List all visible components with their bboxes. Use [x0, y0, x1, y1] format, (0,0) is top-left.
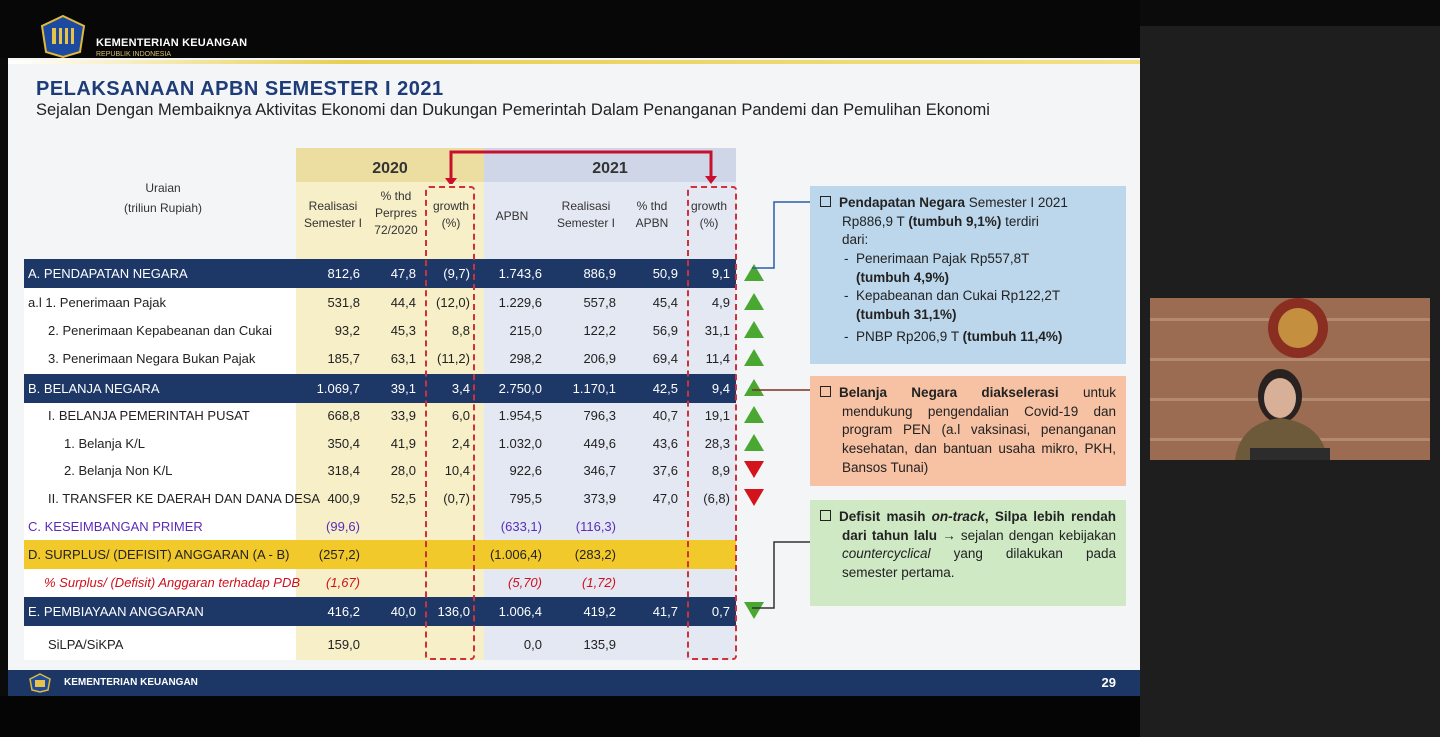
org-sub: REPUBLIK INDONESIA [96, 51, 172, 58]
kemenkeu-logo-icon [38, 14, 88, 58]
cell-g2021-row-1: 4,9 [711, 295, 730, 310]
presentation-slide [8, 58, 1140, 670]
cell-g2020-row-5: 6,0 [451, 408, 470, 423]
cell-r2020-row-13: 159,0 [327, 637, 360, 652]
defisit-rest2: yang dilakukan pada semester pertama. [842, 546, 1116, 580]
cell-g2020-row-12: 136,0 [437, 604, 470, 619]
cell-r2021-row-3: 206,9 [583, 351, 616, 366]
cell-p2021-row-7: 37,6 [652, 463, 678, 478]
pendapatan-lead: Pendapatan Negara [839, 195, 966, 210]
footer-org: KEMENTERIAN KEUANGAN [64, 677, 198, 688]
cell-r2021-row-5: 796,3 [583, 408, 616, 423]
cell-r2020-row-6: 350,4 [327, 436, 360, 451]
col-growth-2020: growth (%) [432, 199, 470, 230]
cell-apbn-row-3: 298,2 [509, 351, 542, 366]
row-c-label: C. KESEIMBANGAN PRIMER [28, 519, 203, 534]
box-connector-lines [736, 198, 816, 618]
cell-r2021-row-2: 122,2 [583, 323, 616, 338]
row-pdb-label: % Surplus/ (Defisit) Anggaran terhadap PDB [44, 575, 301, 590]
cell-p2020-row-0: 47,8 [390, 266, 416, 281]
cell-r2020-row-7: 318,4 [327, 463, 360, 478]
cell-r2020-row-12: 416,2 [327, 604, 360, 619]
cell-p2020-row-6: 41,9 [390, 436, 416, 451]
cell-apbn-row-9: (633,1) [500, 519, 542, 534]
year-2021-header: 2021 [592, 160, 628, 177]
cukai-growth: (tumbuh 31,1%) [856, 306, 957, 322]
cell-r2020-row-5: 668,8 [327, 408, 360, 423]
col-realisasi-2020: Realisasi Semester I [303, 199, 363, 230]
top-bar [0, 0, 1140, 58]
cell-g2021-row-2: 31,1 [704, 323, 730, 338]
cell-p2020-row-12: 40,0 [390, 604, 416, 619]
cell-r2021-row-4: 1.170,1 [572, 381, 616, 396]
cell-g2020-row-0: (9,7) [443, 266, 470, 281]
cell-apbn-row-10: (1.006,4) [489, 547, 542, 562]
cell-r2020-row-8: 400,9 [327, 491, 360, 506]
cell-r2020-row-4: 1.069,7 [316, 381, 360, 396]
growth-connector-arrow [443, 148, 728, 184]
col-thd-apbn: % thd APBN [635, 199, 669, 230]
pendapatan-lead-rest: Semester I 2021 [965, 195, 1068, 210]
cell-p2020-row-8: 52,5 [390, 491, 416, 506]
cell-p2020-row-4: 39,1 [390, 381, 416, 396]
defisit-rest1: sejalan dengan kebijakan [955, 527, 1117, 543]
gold-divider [8, 60, 1140, 64]
cell-r2020-row-1: 531,8 [327, 295, 360, 310]
cell-apbn-row-12: 1.006,4 [498, 604, 542, 619]
col-growth-2021: growth (%) [690, 199, 728, 230]
speaker-video [1150, 298, 1430, 460]
row-b-label: B. BELANJA NEGARA [28, 381, 160, 396]
belanja-info-box [810, 376, 1126, 486]
footer-logo-icon [28, 673, 52, 693]
cell-apbn-row-13: 0,0 [523, 637, 542, 652]
cell-g2021-row-4: 9,4 [711, 381, 730, 396]
cell-g2020-row-8: (0,7) [443, 491, 470, 506]
org-name: KEMENTERIAN KEUANGAN [96, 37, 248, 49]
cell-r2021-row-0: 886,9 [583, 266, 616, 281]
cell-apbn-row-6: 1.032,0 [498, 436, 542, 451]
cell-r2020-row-0: 812,6 [327, 266, 360, 281]
cell-apbn-row-8: 795,5 [509, 491, 542, 506]
cell-g2020-row-6: 2,4 [451, 436, 470, 451]
cukai-item: Kepabeanan dan Cukai Rp122,2T [856, 288, 1061, 304]
uraian-unit: (triliun Rupiah) [123, 201, 203, 215]
cell-g2020-row-1: (12,0) [436, 295, 470, 310]
cell-r2021-row-10: (283,2) [574, 547, 616, 562]
cell-g2021-row-6: 28,3 [704, 436, 730, 451]
cell-r2021-row-1: 557,8 [583, 295, 616, 310]
cell-r2021-row-11: (1,72) [582, 575, 616, 590]
bottom-bar [0, 696, 1140, 737]
row-a1-label: a.l 1. Penerimaan Pajak [28, 295, 167, 310]
cell-r2020-row-2: 93,2 [334, 323, 360, 338]
cell-r2021-row-8: 373,9 [583, 491, 616, 506]
cell-r2021-row-12: 419,2 [583, 604, 616, 619]
pendapatan-info-box: Pendapatan Negara Semester I 2021 Rp886,9 T (tumbuh 9,1%) terdiri dari: - Penerimaan Pajak Rp557,8T (tumbuh 4,9%) - Kepabeanan dan Cukai Rp122,2T (tumbuh 31,1%) - PNBP Rp206,9 T (tumbuh 11,4%) [810, 186, 1126, 364]
belanja-rest: untuk mendukung pengendalian Covid-19 dan program PEN (a.l vaksinasi, penanganan kesehatan, dan bantuan usaha mikro, PKH, Bansos Tunai) [842, 385, 1116, 475]
cell-g2021-row-8: (6,8) [703, 491, 730, 506]
cell-p2021-row-12: 41,7 [652, 604, 678, 619]
cell-apbn-row-2: 215,0 [509, 323, 542, 338]
cell-p2020-row-1: 44,4 [390, 295, 416, 310]
cell-p2020-row-5: 33,9 [390, 408, 416, 423]
uraian-header: Uraian [145, 181, 181, 195]
pnbp-item: PNBP Rp206,9 T [856, 329, 963, 345]
cell-r2021-row-13: 135,9 [583, 637, 616, 652]
defisit-bold1: Defisit masih [839, 509, 932, 524]
cell-apbn-row-1: 1.229,6 [498, 295, 542, 310]
cell-r2020-row-11: (1,67) [326, 575, 360, 590]
cell-g2020-row-7: 10,4 [444, 463, 470, 478]
belanja-lead: Belanja Negara diakselerasi [839, 385, 1059, 400]
defisit-ontrack: on-track [931, 509, 985, 524]
cell-r2021-row-9: (116,3) [575, 519, 616, 534]
slide-subtitle: Sejalan Dengan Membaiknya Aktivitas Ekonomi dan Dukungan Pemerintah Dalam Penanganan Pandemi dan Pemulihan Ekonomi [36, 101, 990, 119]
slide-title: PELAKSANAAN APBN SEMESTER I 2021 [36, 78, 444, 100]
cell-p2021-row-1: 45,4 [652, 295, 678, 310]
cell-apbn-row-5: 1.954,5 [498, 408, 542, 423]
cell-apbn-row-0: 1.743,6 [498, 266, 542, 281]
cell-g2020-row-3: (11,2) [437, 351, 470, 366]
pendapatan-amount: Rp886,9 T [842, 213, 909, 229]
col-apbn: APBN [495, 209, 529, 223]
pendapatan-line3: dari: [842, 232, 869, 248]
page-number: 29 [1101, 675, 1116, 690]
row-d-label: D. SURPLUS/ (DEFISIT) ANGGARAN (A - B) [28, 547, 290, 562]
cell-g2020-row-2: 8,8 [451, 323, 470, 338]
growth-2021-highlight [687, 186, 737, 660]
cell-p2020-row-3: 63,1 [390, 351, 416, 366]
cell-g2021-row-7: 8,9 [711, 463, 730, 478]
cell-r2020-row-10: (257,2) [318, 547, 360, 562]
cell-r2020-row-3: 185,7 [327, 351, 360, 366]
cell-p2021-row-0: 50,9 [652, 266, 678, 281]
cell-p2021-row-6: 43,6 [652, 436, 678, 451]
cell-apbn-row-7: 922,6 [509, 463, 542, 478]
defisit-bold2: , Silpa lebih rendah dari tahun lalu → [842, 509, 1116, 543]
speaker-image-icon [1150, 298, 1430, 460]
col-realisasi-2021: Realisasi Semester I [556, 199, 616, 230]
cell-g2021-row-5: 19,1 [704, 408, 730, 423]
row-a3-label: 3. Penerimaan Negara Bukan Pajak [48, 351, 256, 366]
cell-r2021-row-6: 449,6 [583, 436, 616, 451]
pnbp-growth: (tumbuh 11,4%) [962, 329, 1063, 345]
row-b2-label: II. TRANSFER KE DAERAH DAN DANA DESA [48, 491, 321, 506]
pendapatan-growth: (tumbuh 9,1%) [908, 213, 1002, 229]
row-a-label: A. PENDAPATAN NEGARA [28, 266, 188, 281]
checkbox-icon [820, 196, 831, 207]
checkbox-icon [820, 386, 831, 397]
cell-apbn-row-4: 2.750,0 [498, 381, 542, 396]
cell-g2021-row-3: 11,4 [705, 351, 730, 366]
col-thd-perpres: % thd Perpres 72/2020 [374, 189, 418, 237]
cell-p2020-row-7: 28,0 [390, 463, 416, 478]
cell-p2021-row-2: 56,9 [652, 323, 678, 338]
row-silpa-label: SiLPA/SiKPA [48, 637, 124, 652]
pajak-item: Penerimaan Pajak Rp557,8T [856, 250, 1030, 266]
row-a2-label: 2. Penerimaan Kepabeanan dan Cukai [48, 323, 273, 338]
checkbox-icon [820, 510, 831, 521]
row-e-label: E. PEMBIAYAAN ANGGARAN [28, 604, 204, 619]
defisit-countercyclical: countercyclical [842, 546, 931, 562]
defisit-info-box [810, 500, 1126, 606]
cell-r2021-row-7: 346,7 [583, 463, 616, 478]
cell-g2020-row-4: 3,4 [451, 381, 470, 396]
cell-p2020-row-2: 45,3 [390, 323, 416, 338]
row-b1b-label: 2. Belanja Non K/L [64, 463, 173, 478]
cell-g2021-row-0: 9,1 [711, 266, 730, 281]
cell-g2021-row-12: 0,7 [711, 604, 730, 619]
slide-footer [8, 670, 1140, 696]
cell-p2021-row-5: 40,7 [652, 408, 678, 423]
year-2020-header: 2020 [372, 160, 408, 177]
pajak-growth: (tumbuh 4,9%) [856, 269, 949, 285]
cell-apbn-row-11: (5,70) [508, 575, 542, 590]
growth-2020-highlight [425, 186, 475, 660]
cell-p2021-row-4: 42,5 [652, 381, 678, 396]
cell-p2021-row-3: 69,4 [652, 351, 678, 366]
row-b1-label: I. BELANJA PEMERINTAH PUSAT [48, 408, 250, 423]
row-b1a-label: 1. Belanja K/L [64, 436, 145, 451]
cell-p2021-row-8: 47,0 [652, 491, 678, 506]
cell-r2020-row-9: (99,6) [326, 519, 360, 534]
pendapatan-line2-post: terdiri [1001, 213, 1039, 229]
